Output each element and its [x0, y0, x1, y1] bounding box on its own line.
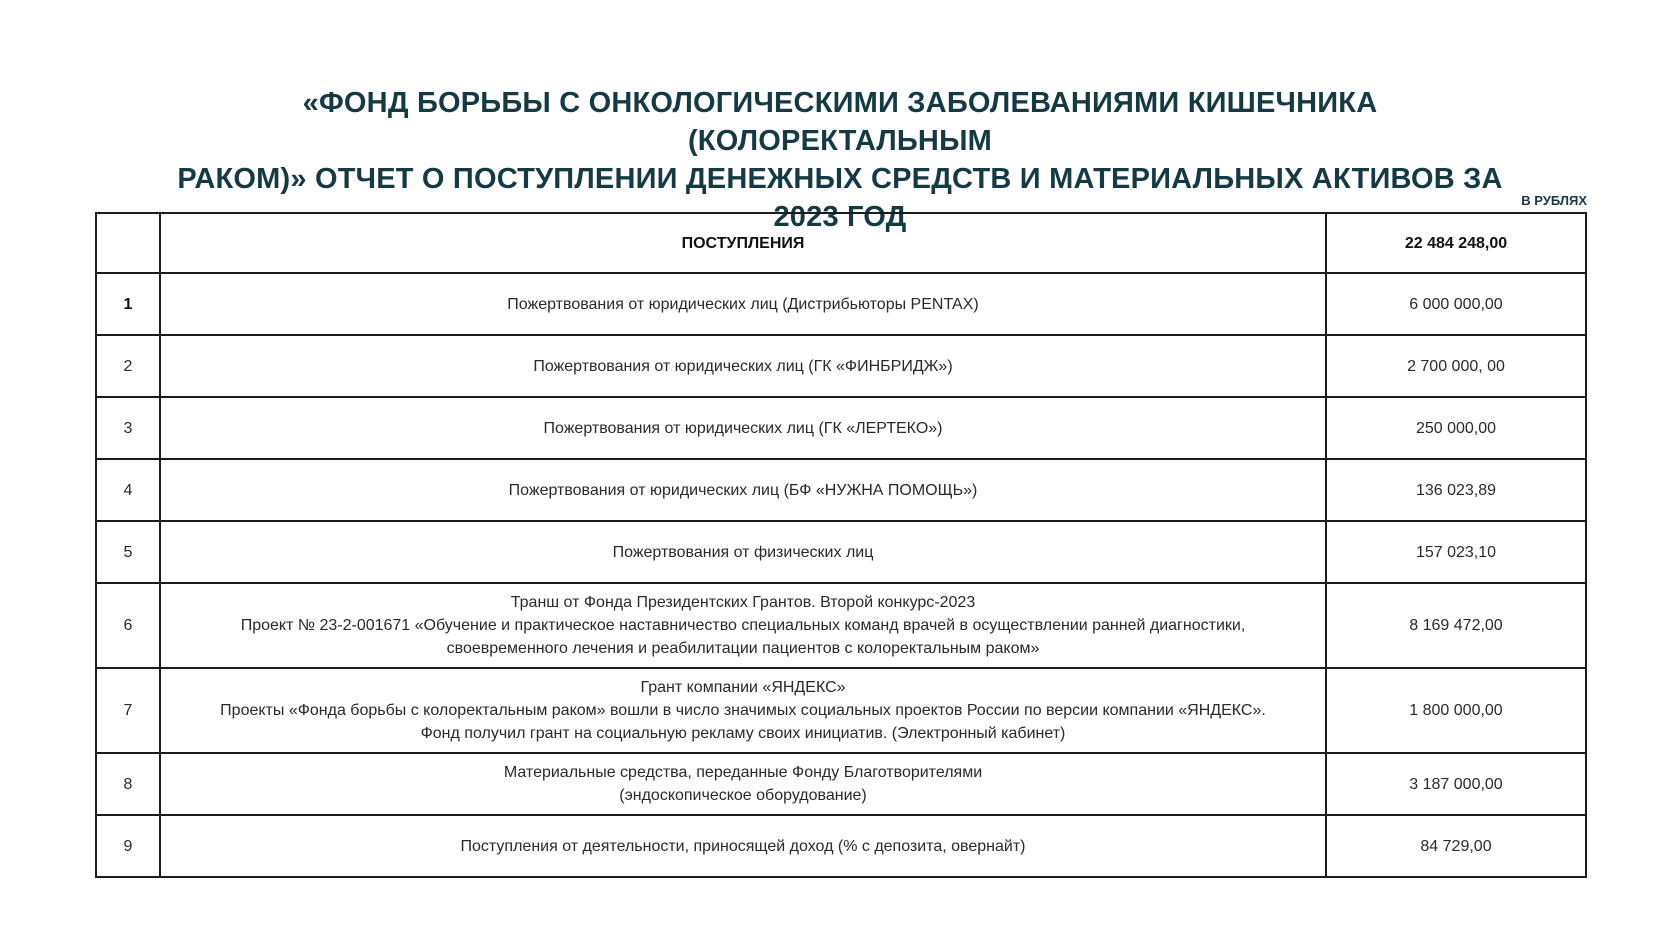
row-description-line: Транш от Фонда Президентских Грантов. Второй конкурс-2023 [510, 594, 976, 611]
row-number: 6 [96, 583, 160, 668]
row-number: 2 [96, 335, 160, 397]
table-row [96, 397, 1586, 459]
row-number: 7 [96, 668, 160, 753]
row-description-line: Пожертвования от юридических лиц (ГК «ФИНБРИДЖ») [533, 357, 953, 375]
row-description-line: Грант компании «ЯНДЕКС» [640, 679, 846, 696]
row-description [160, 521, 1326, 583]
table-row [96, 815, 1586, 877]
row-description [160, 273, 1326, 335]
row-value: 250 000,00 [1326, 397, 1586, 459]
row-description-line: Проект № 23-2-001671 «Обучение и практическое наставничество специальных команд врачей в осуществлении ранней диагностики, [240, 617, 1246, 634]
row-description-line: Пожертвования от физических лиц [612, 543, 874, 561]
row-value: 8 169 472,00 [1326, 583, 1586, 668]
row-value: 84 729,00 [1326, 815, 1586, 877]
row-number: 8 [96, 753, 160, 815]
table-row [96, 753, 1586, 815]
row-description-line: Поступления от деятельности, приносящей доход (% с депозита, овернайт) [460, 837, 1026, 855]
row-number: 4 [96, 459, 160, 521]
row-description [160, 397, 1326, 459]
title-line-1: «ФОНД БОРЬБЫ С ОНКОЛОГИЧЕСКИМИ ЗАБОЛЕВАНИЯМИ КИШЕЧНИКА (КОЛОРЕКТАЛЬНЫМ [302, 87, 1378, 157]
header-total-cell: 22 484 248,00 [1326, 213, 1586, 273]
header-number-cell [96, 213, 160, 273]
row-value: 2 700 000, 00 [1326, 335, 1586, 397]
row-description [160, 335, 1326, 397]
table-row [96, 335, 1586, 397]
table-row [96, 583, 1586, 668]
table-row [96, 273, 1586, 335]
row-value: 157 023,10 [1326, 521, 1586, 583]
row-description [160, 753, 1326, 815]
row-description [160, 815, 1326, 877]
row-description-line: Пожертвования от юридических лиц (Дистрибьюторы PENTAX) [507, 295, 979, 313]
row-description-line: Проекты «Фонда борьбы с колоректальным раком» вошли в число значимых социальных проектов России по версии компании «ЯНДЕКС». [220, 702, 1266, 719]
row-description-line: (эндоскопическое оборудование) [619, 787, 867, 804]
row-description-line: Пожертвования от юридических лиц (ГК «ЛЕРТЕКО») [543, 419, 943, 437]
table-row [96, 459, 1586, 521]
table-row [96, 521, 1586, 583]
table-row [96, 668, 1586, 753]
title-line-2: РАКОМ)» ОТЧЕТ О ПОСТУПЛЕНИИ ДЕНЕЖНЫХ СРЕДСТВ И МАТЕРИАЛЬНЫХ АКТИВОВ ЗА 2023 ГОД [177, 163, 1503, 233]
row-description-line: Пожертвования от юридических лиц (БФ «НУЖНА ПОМОЩЬ») [508, 481, 978, 499]
row-description [160, 459, 1326, 521]
row-number: 5 [96, 521, 160, 583]
row-value: 3 187 000,00 [1326, 753, 1586, 815]
row-description [160, 583, 1326, 668]
row-description-line: Материальные средства, переданные Фонду Благотворителями [503, 764, 983, 781]
income-table [95, 212, 1587, 878]
row-value: 6 000 000,00 [1326, 273, 1586, 335]
row-number: 3 [96, 397, 160, 459]
row-number: 9 [96, 815, 160, 877]
row-description-line: Фонд получил грант на социальную рекламу своих инициатив. (Электронный кабинет) [420, 725, 1066, 742]
header-label-cell: ПОСТУПЛЕНИЯ [160, 213, 1326, 273]
units-label: В РУБЛЯХ [1521, 193, 1587, 208]
row-description-line: своевременного лечения и реабилитации пациентов с колоректальным раком» [446, 640, 1040, 657]
row-value: 136 023,89 [1326, 459, 1586, 521]
table-header-row [96, 213, 1586, 273]
row-number: 1 [96, 273, 160, 335]
row-value: 1 800 000,00 [1326, 668, 1586, 753]
row-description [160, 668, 1326, 753]
